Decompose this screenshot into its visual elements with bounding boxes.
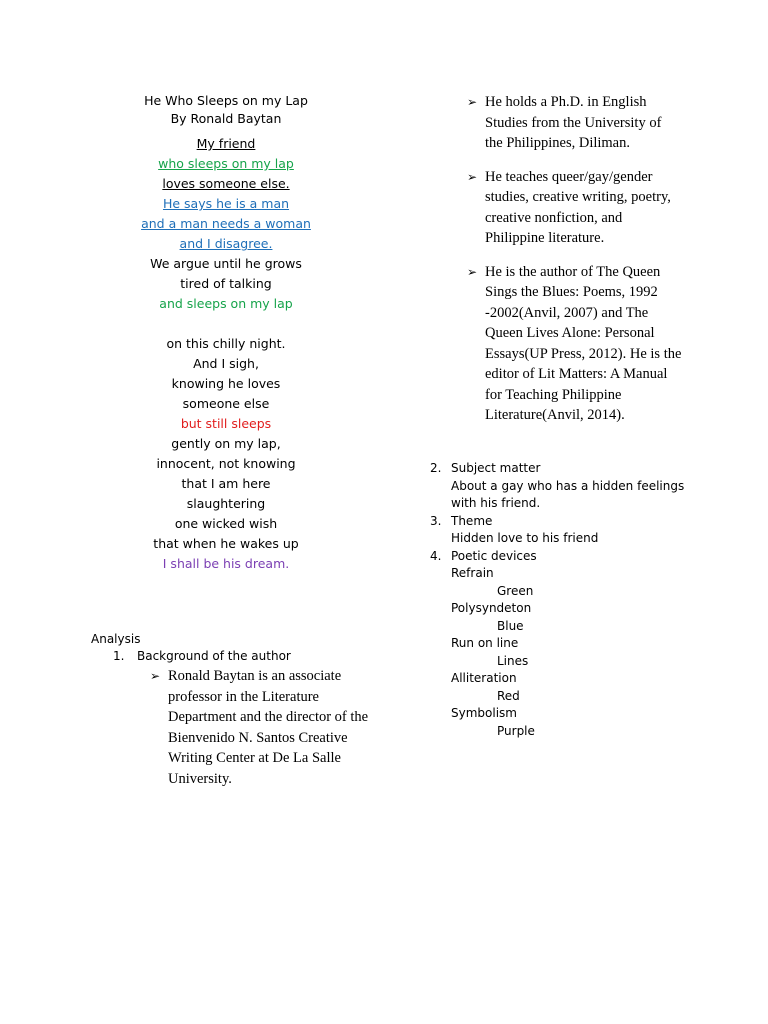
bullet-text: He holds a Ph.D. in English Studies from the University of the Philippines, Diliman. [485,94,662,151]
poem-line [90,534,362,554]
poem-byline: By Ronald Baytan [170,111,282,126]
poem-line-text: slaughtering [186,496,266,511]
device-color: Green [497,583,534,598]
poem-line [90,414,362,434]
list-item-subject-matter [430,460,710,478]
poem-line-text: and sleeps on my lap [159,296,293,311]
poem-line-text: And I sigh, [193,356,259,371]
device-name: Refrain [451,566,494,580]
poem-line-text: but still sleeps [180,416,272,431]
bullet-item [467,92,682,154]
poem-line-text: We argue until he grows [150,256,302,271]
poem [90,92,362,574]
poem-line-text: knowing he loves [171,376,281,391]
list-number: 4. [430,548,442,563]
bullet-item [91,666,381,789]
poem-title: He Who Sleeps on my Lap [144,93,308,108]
bullet-text: He teaches queer/gay/gender studies, creative writing, poetry, creative nonfiction, and Philippine literature. [485,168,671,246]
device-name: Run on line [451,636,519,650]
poem-line-text: and I disagree. [179,236,273,251]
poem-line [90,374,362,394]
poem-line-text: My friend [196,136,256,151]
list-label: Subject matter [451,461,541,475]
poem-line [90,134,362,154]
arrowhead-bullet-icon: ➢ [467,264,478,279]
poem-line-text: who sleeps on my lap [158,156,294,171]
poem-line [90,454,362,474]
poem-line [90,514,362,534]
poem-line [90,154,362,174]
device-color: Blue [497,618,524,633]
device-name: Symbolism [451,706,517,720]
author-bullets [467,92,682,439]
list-label: Poetic devices [451,548,537,563]
poem-line-text: someone else [182,396,270,411]
arrowhead-bullet-icon: ➢ [150,669,161,683]
list-number: 2. [430,461,442,475]
list-item-theme [430,513,710,531]
analysis-list-continued [430,460,710,740]
poem-line-text: gently on my lap, [171,436,281,451]
poem-line [90,174,362,194]
list-number: 3. [430,513,442,528]
poem-line [90,194,362,214]
device-color: Lines [497,653,529,668]
device-name: Polysyndeton [451,601,532,615]
device-color: Purple [497,723,535,738]
poem-line-text: one wicked wish [174,516,278,531]
device-color: Red [497,688,520,703]
poem-line [90,494,362,514]
poem-line [90,354,362,374]
bullet-text: Ronald Baytan is an associate professor in the Literature Department and the director of the Bienvenido N. Santos Creative Writing Center at De La Salle University. [168,668,369,787]
list-item-background [91,648,381,665]
poem-line [90,554,362,574]
list-item-poetic-devices [430,548,710,566]
analysis-heading: Analysis [91,632,141,646]
poem-line [90,474,362,494]
poem-line [90,234,362,254]
list-number: 1. [113,649,125,663]
poem-line-text: I shall be his dream. [162,556,290,571]
bullet-item [467,262,682,426]
poem-line-text: innocent, not knowing [156,456,296,471]
poem-stanza-1 [90,134,362,314]
poem-line [90,434,362,454]
arrowhead-bullet-icon: ➢ [467,169,478,184]
list-label: Theme [451,513,493,528]
poetic-devices-list [430,565,710,740]
bullet-item [467,167,682,249]
poem-line-text: that I am here [181,476,271,491]
poem-line-text: He says he is a man [162,196,290,211]
list-item-text: Hidden love to his friend [451,531,599,545]
list-item-text: About a gay who has a hidden feelings with his friend. [451,478,685,510]
poem-line-text: loves someone else. [162,176,290,191]
bullet-text: He is the author of The Queen Sings the Blues: Poems, 1992 -2002(Anvil, 2007) and The Queen Lives Alone: Personal Essays(UP Press, 2012). He is the editor of Lit Matters: A Manual for Teaching Philippine Literature(Anvil, 2014). [485,263,682,423]
poem-line [90,394,362,414]
poem-line-text: and a man needs a woman [141,216,311,231]
poem-line [90,274,362,294]
poem-line [90,254,362,274]
poem-line [90,334,362,354]
poem-line-text: that when he wakes up [153,536,299,551]
list-label: Background of the author [137,649,291,663]
poem-stanza-2 [90,334,362,574]
arrowhead-bullet-icon: ➢ [467,95,478,109]
analysis-section [91,631,381,789]
poem-line [90,294,362,314]
device-name: Alliteration [451,671,517,685]
poem-line-text: on this chilly night. [166,336,286,351]
poem-line [90,214,362,234]
poem-line-text: tired of talking [180,276,272,291]
